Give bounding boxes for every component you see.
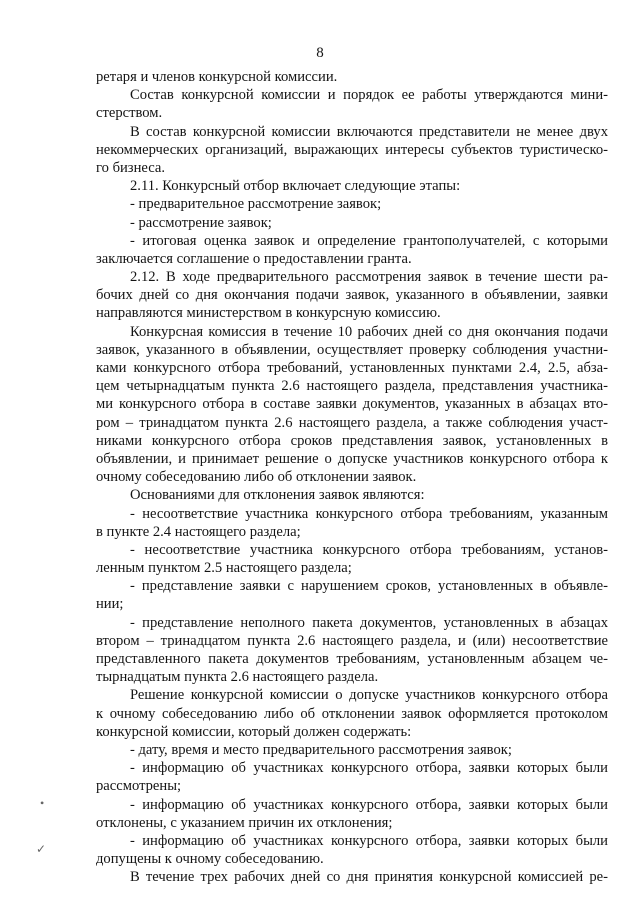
text-line: нии; xyxy=(96,596,124,613)
text-line: - информацию об участниках конкурсного отбора, заявки которых были xyxy=(130,760,608,777)
text-line: В течение трех рабочих дней со дня принятия конкурсной комиссией ре- xyxy=(130,869,608,886)
text-line: - информацию об участниках конкурсного отбора, заявки которых были xyxy=(130,832,608,849)
text-line: ками конкурсного отбора требований, установленных пунктами 2.4, 2.5, абза- xyxy=(96,360,608,376)
text-line: - несоответствие участника конкурсного отбора требованиям, установ- xyxy=(130,541,608,558)
scan-tick-mark: ✓ xyxy=(36,842,47,856)
text-line: ром – тринадцатом пункта 2.6 настоящего раздела, а также соблюдения участ- xyxy=(96,414,608,431)
text-line: - итоговая оценка заявок и определение грантополучателей, с которыми xyxy=(130,232,608,249)
text-line: ретаря и членов конкурсной комиссии. xyxy=(96,69,338,85)
text-line: заключается соглашение о предоставлении гранта. xyxy=(96,250,412,267)
scan-dot-mark: • xyxy=(40,796,45,810)
text-line: в пункте 2.4 настоящего раздела; xyxy=(96,523,301,540)
text-line: к очному собеседованию либо об отклонении заявок оформляется протоколом xyxy=(96,705,608,722)
text-line: цем четырнадцатым пункта 2.6 настоящего раздела, представления участника- xyxy=(96,378,608,395)
text-line: бочих дней со дня окончания подачи заявок, указанного в объявлении, заявки xyxy=(96,287,608,304)
text-line: направляются министерством в конкурсную комиссию. xyxy=(96,305,441,322)
text-line: Решение конкурсной комиссии о допуске участников конкурсного отбора xyxy=(130,687,608,704)
text-line: отклонены, с указанием причин их отклонения; xyxy=(96,814,393,831)
text-line: заявок, указанного в объявлении, осуществляет проверку соблюдения участни- xyxy=(96,341,608,358)
text-line: Основаниями для отклонения заявок являются: xyxy=(130,487,425,504)
text-line: 2.11. Конкурсный отбор включает следующие этапы: xyxy=(130,178,461,195)
text-line: ми конкурсного отбора в составе заявки документов, указанных в абзацах вто- xyxy=(96,396,608,413)
document-body xyxy=(96,68,608,886)
text-line: допущены к очному собеседованию. xyxy=(96,851,324,868)
text-line: представленного пакета документов требованиям, установленным абзацем че- xyxy=(96,651,608,667)
text-line: конкурсной комиссии, который должен содержать: xyxy=(96,723,412,740)
text-line: - информацию об участниках конкурсного отбора, заявки которых были xyxy=(130,796,608,813)
text-line: объявлении, и принимает решение о допуске участников конкурсного отбора к xyxy=(96,450,608,467)
text-line: 2.12. В ходе предварительного рассмотрения заявок в течение шести ра- xyxy=(130,269,608,286)
text-line: Конкурсная комиссия в течение 10 рабочих дней со дня окончания подачи xyxy=(130,323,608,340)
text-line: Состав конкурсной комиссии и порядок ее работы утверждаются мини- xyxy=(130,87,608,104)
text-line: очному собеседованию либо об отклонении заявок. xyxy=(96,469,417,486)
text-line: - представление заявки с нарушением сроков, установленных в объявле- xyxy=(130,578,608,595)
text-line: В состав конкурсной комиссии включаются представители не менее двух xyxy=(130,123,608,140)
text-line: го бизнеса. xyxy=(96,159,165,176)
text-line: ленным пунктом 2.5 настоящего раздела; xyxy=(96,560,352,577)
text-line: - представление неполного пакета документов, установленных в абзацах xyxy=(130,614,608,631)
text-line: - дату, время и место предварительного рассмотрения заявок; xyxy=(130,741,512,758)
page-number: 8 xyxy=(316,45,324,61)
text-line: втором – тринадцатом пункта 2.6 настоящего раздела, и (или) несоответствие xyxy=(96,632,608,649)
text-line: никами конкурсного отбора сроков представления заявок, установленных в xyxy=(96,432,608,449)
text-line: некоммерческих организаций, выражающих интересы субъектов туристическо- xyxy=(96,141,608,158)
text-line: рассмотрены; xyxy=(96,778,182,795)
text-line: - рассмотрение заявок; xyxy=(130,214,272,231)
text-line: тырнадцатым пункта 2.6 настоящего раздела. xyxy=(96,669,379,686)
text-line: - предварительное рассмотрение заявок; xyxy=(130,196,382,213)
text-line: стерством. xyxy=(96,105,163,122)
text-line: - несоответствие участника конкурсного отбора требованиям, указанным xyxy=(130,505,608,522)
